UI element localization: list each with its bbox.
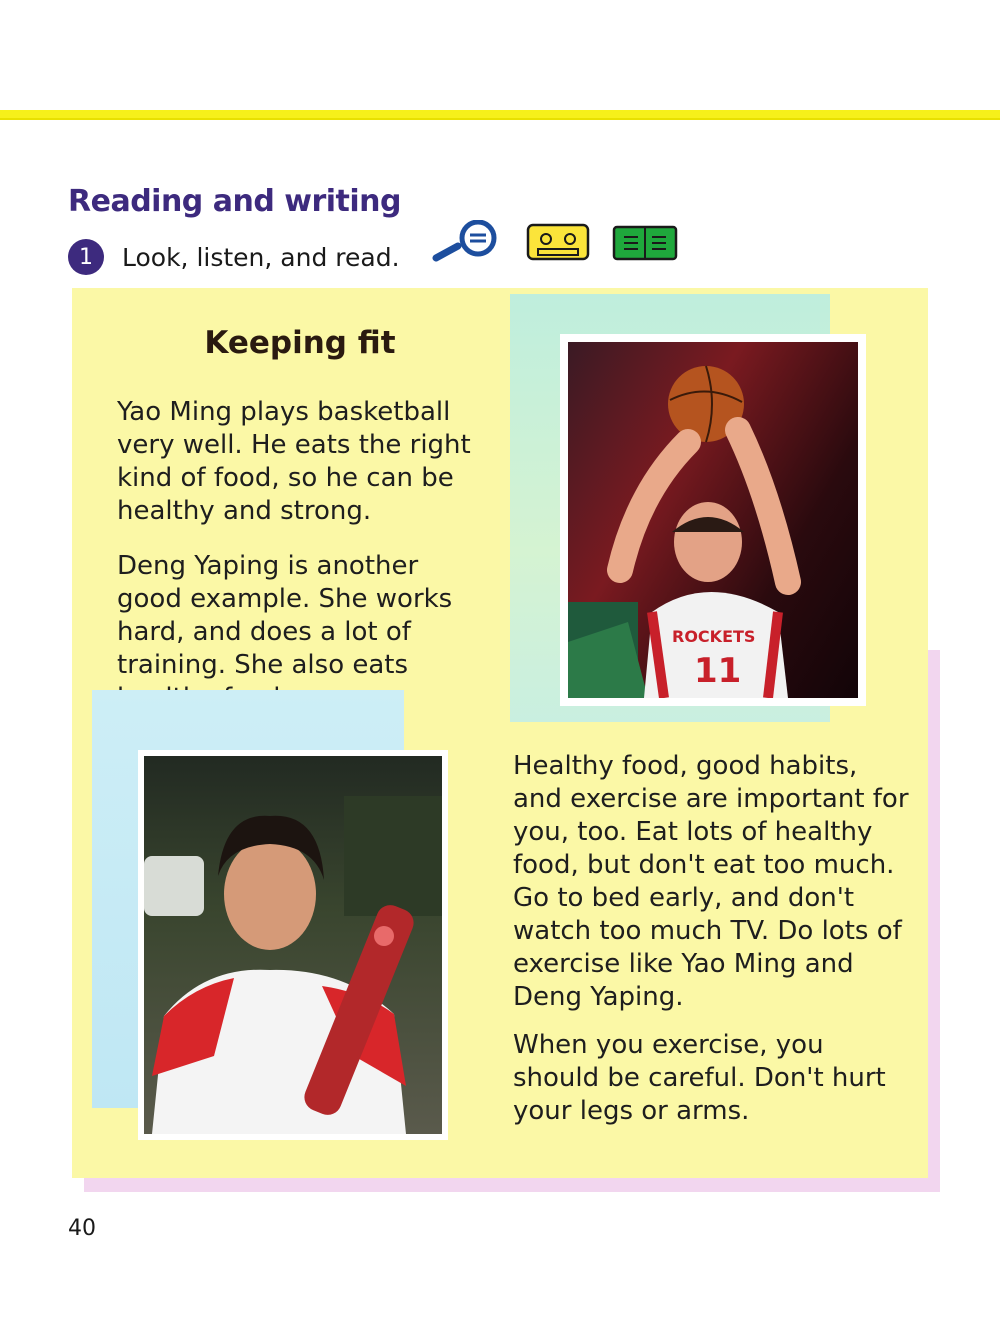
paragraph-be-careful: When you exercise, you should be careful. Don't hurt your legs or arms. [513,1030,886,1126]
magnifier-icon [430,220,504,270]
cassette-icon [526,223,590,267]
page-number: 40 [68,1216,96,1241]
basketball-player-photo [560,334,866,706]
paragraph-healthy-habits: Healthy food, good habits, and exercise are important for you, too. Eat lots of healthy food, but don't eat too much. Go to bed early, and don't watch too much TV. Do lots of exercise like Yao Ming and Deng Yaping. [513,751,909,1012]
torch-bearer-photo [138,750,448,1140]
book-icon [612,223,678,267]
story-title: Keeping fit [204,325,396,361]
paragraph-deng-yaping: Deng Yaping is another good example. She works hard, and does a lot of training. She also eats [117,551,453,680]
instruction-text: Look, listen, and read. [122,242,400,272]
jersey-number: 11 [694,651,742,691]
instruction-number: 1 [68,239,104,275]
jersey-text: ROCKETS [672,627,756,646]
panel-shadow-right [928,650,940,1192]
instruction [68,238,400,276]
top-rule [0,110,1000,120]
activity-icons [430,222,678,268]
paragraph-yao-ming: Yao Ming plays basketball very well. He eats the right kind of food, so he can be healthy and strong. [117,397,471,526]
section-title: Reading and writing [68,184,401,219]
panel-shadow-bottom [84,1178,940,1192]
